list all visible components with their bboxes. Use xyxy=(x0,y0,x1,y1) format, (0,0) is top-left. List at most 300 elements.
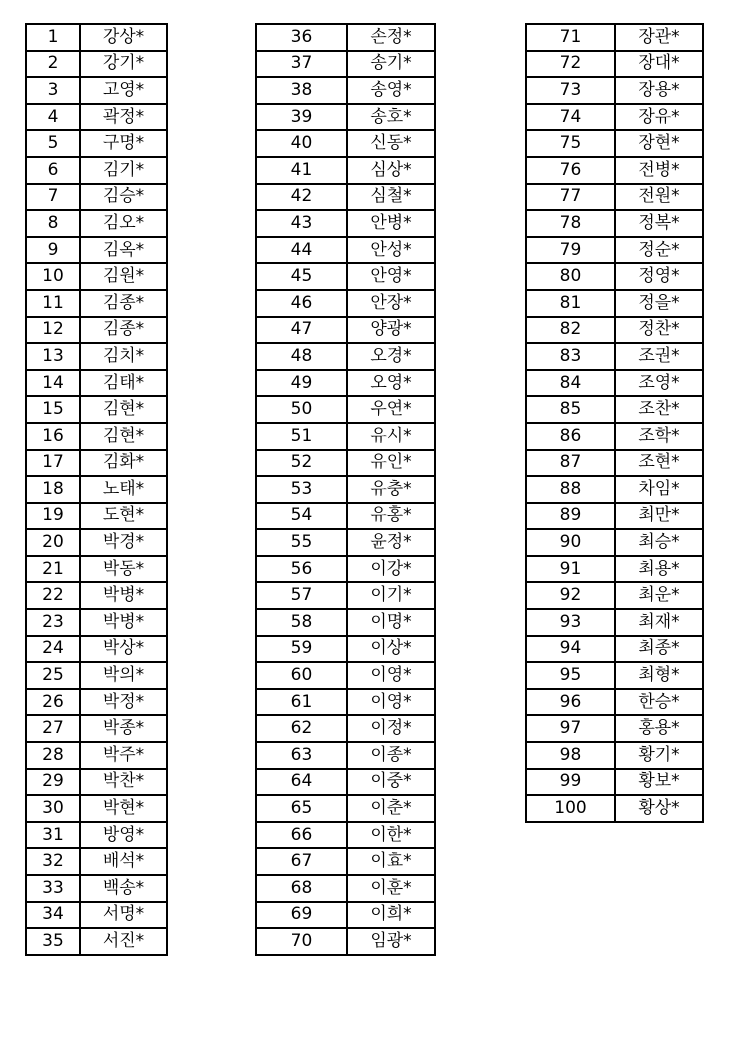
table-row xyxy=(526,396,703,423)
row-number-cell: 39 xyxy=(256,104,347,131)
row-number-cell: 72 xyxy=(526,51,615,78)
name-cell: 이명* xyxy=(347,609,435,636)
row-number-cell: 35 xyxy=(26,928,80,955)
name-cell: 전원* xyxy=(615,184,703,211)
name-cell: 차임* xyxy=(615,476,703,503)
name-cell: 김현* xyxy=(80,423,167,450)
name-cell: 박의* xyxy=(80,662,167,689)
table-row xyxy=(256,290,435,317)
table-row xyxy=(256,609,435,636)
name-cell: 심상* xyxy=(347,157,435,184)
table-row xyxy=(526,662,703,689)
name-cell: 정영* xyxy=(615,263,703,290)
table-row xyxy=(526,237,703,264)
row-number-cell: 22 xyxy=(26,582,80,609)
row-number-cell: 9 xyxy=(26,237,80,264)
row-number-cell: 37 xyxy=(256,51,347,78)
name-cell: 장용* xyxy=(615,77,703,104)
row-number-cell: 25 xyxy=(26,662,80,689)
name-cell: 임광* xyxy=(347,928,435,955)
name-cell: 이영* xyxy=(347,689,435,716)
row-number-cell: 95 xyxy=(526,662,615,689)
name-cell: 강기* xyxy=(80,51,167,78)
name-cell: 구명* xyxy=(80,130,167,157)
table-row xyxy=(256,503,435,530)
name-cell: 노태* xyxy=(80,476,167,503)
table-row xyxy=(26,77,167,104)
table-row xyxy=(526,51,703,78)
row-number-cell: 24 xyxy=(26,636,80,663)
row-number-cell: 44 xyxy=(256,237,347,264)
row-number-cell: 67 xyxy=(256,848,347,875)
table-row xyxy=(526,689,703,716)
row-number-cell: 23 xyxy=(26,609,80,636)
row-number-cell: 30 xyxy=(26,795,80,822)
roster-table-1 xyxy=(25,23,168,956)
table-row xyxy=(26,822,167,849)
name-cell: 황보* xyxy=(615,769,703,796)
name-cell: 이강* xyxy=(347,556,435,583)
name-cell: 이훈* xyxy=(347,875,435,902)
row-number-cell: 52 xyxy=(256,450,347,477)
table-row xyxy=(26,104,167,131)
row-number-cell: 47 xyxy=(256,317,347,344)
table-row xyxy=(526,609,703,636)
row-number-cell: 29 xyxy=(26,769,80,796)
row-number-cell: 85 xyxy=(526,396,615,423)
row-number-cell: 88 xyxy=(526,476,615,503)
row-number-cell: 34 xyxy=(26,902,80,929)
name-cell: 박병* xyxy=(80,609,167,636)
row-number-cell: 97 xyxy=(526,715,615,742)
name-cell: 이중* xyxy=(347,769,435,796)
table-row xyxy=(26,529,167,556)
table-row xyxy=(526,130,703,157)
name-cell: 박동* xyxy=(80,556,167,583)
row-number-cell: 10 xyxy=(26,263,80,290)
name-cell: 심철* xyxy=(347,184,435,211)
table-row xyxy=(526,184,703,211)
table-row xyxy=(256,370,435,397)
table-row xyxy=(26,476,167,503)
row-number-cell: 16 xyxy=(26,423,80,450)
table-row xyxy=(526,795,703,822)
table-row xyxy=(256,476,435,503)
name-cell: 송영* xyxy=(347,77,435,104)
table-row xyxy=(256,51,435,78)
table-row xyxy=(256,636,435,663)
table-row xyxy=(526,317,703,344)
row-number-cell: 32 xyxy=(26,848,80,875)
name-cell: 이정* xyxy=(347,715,435,742)
table-row xyxy=(26,769,167,796)
table-row xyxy=(526,263,703,290)
table-row xyxy=(526,556,703,583)
row-number-cell: 66 xyxy=(256,822,347,849)
row-number-cell: 36 xyxy=(256,24,347,51)
row-number-cell: 7 xyxy=(26,184,80,211)
row-number-cell: 33 xyxy=(26,875,80,902)
name-cell: 최재* xyxy=(615,609,703,636)
name-cell: 최운* xyxy=(615,582,703,609)
row-number-cell: 55 xyxy=(256,529,347,556)
table-row xyxy=(526,529,703,556)
row-number-cell: 96 xyxy=(526,689,615,716)
table-row xyxy=(26,317,167,344)
name-cell: 김승* xyxy=(80,184,167,211)
name-cell: 조영* xyxy=(615,370,703,397)
row-number-cell: 93 xyxy=(526,609,615,636)
row-number-cell: 94 xyxy=(526,636,615,663)
table-row xyxy=(256,875,435,902)
table-row xyxy=(256,24,435,51)
name-cell: 조현* xyxy=(615,450,703,477)
row-number-cell: 84 xyxy=(526,370,615,397)
row-number-cell: 62 xyxy=(256,715,347,742)
name-cell: 박상* xyxy=(80,636,167,663)
row-number-cell: 73 xyxy=(526,77,615,104)
row-number-cell: 80 xyxy=(526,263,615,290)
table-row xyxy=(526,582,703,609)
row-number-cell: 57 xyxy=(256,582,347,609)
table-row xyxy=(256,928,435,955)
row-number-cell: 38 xyxy=(256,77,347,104)
table-row xyxy=(26,263,167,290)
row-number-cell: 19 xyxy=(26,503,80,530)
table-row xyxy=(26,715,167,742)
table-row xyxy=(26,795,167,822)
name-cell: 이효* xyxy=(347,848,435,875)
row-number-cell: 41 xyxy=(256,157,347,184)
row-number-cell: 59 xyxy=(256,636,347,663)
name-cell: 조권* xyxy=(615,343,703,370)
row-number-cell: 79 xyxy=(526,237,615,264)
table-row xyxy=(256,104,435,131)
name-cell: 황상* xyxy=(615,795,703,822)
name-cell: 김종* xyxy=(80,290,167,317)
table-row xyxy=(256,715,435,742)
name-cell: 고영* xyxy=(80,77,167,104)
name-cell: 이한* xyxy=(347,822,435,849)
roster-table-3 xyxy=(525,23,704,823)
table-row xyxy=(26,157,167,184)
name-cell: 서명* xyxy=(80,902,167,929)
row-number-cell: 49 xyxy=(256,370,347,397)
table-row xyxy=(256,263,435,290)
row-number-cell: 81 xyxy=(526,290,615,317)
name-cell: 박정* xyxy=(80,689,167,716)
row-number-cell: 78 xyxy=(526,210,615,237)
name-cell: 유충* xyxy=(347,476,435,503)
table-row xyxy=(256,77,435,104)
table-row xyxy=(256,130,435,157)
name-cell: 도현* xyxy=(80,503,167,530)
table-row xyxy=(526,157,703,184)
name-cell: 장대* xyxy=(615,51,703,78)
row-number-cell: 54 xyxy=(256,503,347,530)
row-number-cell: 13 xyxy=(26,343,80,370)
row-number-cell: 20 xyxy=(26,529,80,556)
row-number-cell: 40 xyxy=(256,130,347,157)
row-number-cell: 27 xyxy=(26,715,80,742)
table-row xyxy=(526,503,703,530)
name-cell: 김기* xyxy=(80,157,167,184)
name-cell: 장유* xyxy=(615,104,703,131)
row-number-cell: 45 xyxy=(256,263,347,290)
name-cell: 이종* xyxy=(347,742,435,769)
name-cell: 최용* xyxy=(615,556,703,583)
name-cell: 조찬* xyxy=(615,396,703,423)
row-number-cell: 98 xyxy=(526,742,615,769)
name-cell: 유인* xyxy=(347,450,435,477)
name-cell: 장현* xyxy=(615,130,703,157)
name-cell: 최종* xyxy=(615,636,703,663)
table-row xyxy=(256,662,435,689)
name-cell: 최만* xyxy=(615,503,703,530)
name-cell: 박병* xyxy=(80,582,167,609)
table-row xyxy=(26,450,167,477)
table-row xyxy=(526,742,703,769)
table-row xyxy=(26,582,167,609)
table-row xyxy=(526,290,703,317)
table-row xyxy=(256,902,435,929)
row-number-cell: 69 xyxy=(256,902,347,929)
name-cell: 조학* xyxy=(615,423,703,450)
table-row xyxy=(526,476,703,503)
row-number-cell: 77 xyxy=(526,184,615,211)
name-cell: 김오* xyxy=(80,210,167,237)
row-number-cell: 74 xyxy=(526,104,615,131)
name-cell: 양광* xyxy=(347,317,435,344)
row-number-cell: 99 xyxy=(526,769,615,796)
table-row xyxy=(256,184,435,211)
row-number-cell: 92 xyxy=(526,582,615,609)
row-number-cell: 86 xyxy=(526,423,615,450)
table-row xyxy=(26,848,167,875)
name-cell: 전병* xyxy=(615,157,703,184)
name-cell: 김옥* xyxy=(80,237,167,264)
row-number-cell: 100 xyxy=(526,795,615,822)
name-cell: 손정* xyxy=(347,24,435,51)
row-number-cell: 46 xyxy=(256,290,347,317)
row-number-cell: 65 xyxy=(256,795,347,822)
name-cell: 곽정* xyxy=(80,104,167,131)
name-cell: 우연* xyxy=(347,396,435,423)
table-row xyxy=(26,290,167,317)
table-row xyxy=(26,689,167,716)
name-cell: 이영* xyxy=(347,662,435,689)
name-cell: 오영* xyxy=(347,370,435,397)
table-row xyxy=(256,822,435,849)
row-number-cell: 18 xyxy=(26,476,80,503)
name-cell: 안영* xyxy=(347,263,435,290)
name-cell: 강상* xyxy=(80,24,167,51)
name-cell: 송기* xyxy=(347,51,435,78)
table-row xyxy=(256,582,435,609)
row-number-cell: 63 xyxy=(256,742,347,769)
table-row xyxy=(526,370,703,397)
table-row xyxy=(526,210,703,237)
name-cell: 신동* xyxy=(347,130,435,157)
row-number-cell: 83 xyxy=(526,343,615,370)
table-row xyxy=(26,902,167,929)
name-cell: 최승* xyxy=(615,529,703,556)
row-number-cell: 82 xyxy=(526,317,615,344)
table-row xyxy=(256,317,435,344)
row-number-cell: 21 xyxy=(26,556,80,583)
row-number-cell: 12 xyxy=(26,317,80,344)
table-row xyxy=(526,715,703,742)
table-row xyxy=(26,24,167,51)
name-cell: 방영* xyxy=(80,822,167,849)
row-number-cell: 61 xyxy=(256,689,347,716)
table-row xyxy=(26,928,167,955)
table-row xyxy=(26,556,167,583)
row-number-cell: 26 xyxy=(26,689,80,716)
roster-table-2 xyxy=(255,23,436,956)
name-cell: 최형* xyxy=(615,662,703,689)
row-number-cell: 31 xyxy=(26,822,80,849)
name-cell: 서진* xyxy=(80,928,167,955)
name-cell: 안병* xyxy=(347,210,435,237)
name-cell: 정찬* xyxy=(615,317,703,344)
name-cell: 박찬* xyxy=(80,769,167,796)
table-row xyxy=(26,51,167,78)
name-cell: 장관* xyxy=(615,24,703,51)
name-cell: 한승* xyxy=(615,689,703,716)
name-cell: 김태* xyxy=(80,370,167,397)
table-row xyxy=(256,742,435,769)
name-cell: 김현* xyxy=(80,396,167,423)
table-row xyxy=(256,450,435,477)
row-number-cell: 2 xyxy=(26,51,80,78)
row-number-cell: 3 xyxy=(26,77,80,104)
row-number-cell: 75 xyxy=(526,130,615,157)
table-row xyxy=(26,343,167,370)
name-cell: 안성* xyxy=(347,237,435,264)
row-number-cell: 42 xyxy=(256,184,347,211)
table-row xyxy=(26,130,167,157)
table-row xyxy=(256,795,435,822)
table-row xyxy=(526,450,703,477)
table-row xyxy=(256,848,435,875)
row-number-cell: 50 xyxy=(256,396,347,423)
name-cell: 유시* xyxy=(347,423,435,450)
name-cell: 오경* xyxy=(347,343,435,370)
table-row xyxy=(256,210,435,237)
table-row xyxy=(26,396,167,423)
name-cell: 안장* xyxy=(347,290,435,317)
name-cell: 정을* xyxy=(615,290,703,317)
row-number-cell: 68 xyxy=(256,875,347,902)
row-number-cell: 76 xyxy=(526,157,615,184)
table-row xyxy=(26,875,167,902)
name-cell: 박주* xyxy=(80,742,167,769)
name-cell: 김종* xyxy=(80,317,167,344)
table-row xyxy=(526,104,703,131)
row-number-cell: 48 xyxy=(256,343,347,370)
name-cell: 백송* xyxy=(80,875,167,902)
row-number-cell: 87 xyxy=(526,450,615,477)
row-number-cell: 43 xyxy=(256,210,347,237)
row-number-cell: 4 xyxy=(26,104,80,131)
row-number-cell: 14 xyxy=(26,370,80,397)
table-row xyxy=(26,609,167,636)
name-cell: 김화* xyxy=(80,450,167,477)
name-cell: 홍용* xyxy=(615,715,703,742)
name-cell: 배석* xyxy=(80,848,167,875)
name-cell: 이기* xyxy=(347,582,435,609)
table-row xyxy=(26,237,167,264)
name-cell: 김원* xyxy=(80,263,167,290)
row-number-cell: 28 xyxy=(26,742,80,769)
table-row xyxy=(26,184,167,211)
row-number-cell: 1 xyxy=(26,24,80,51)
table-row xyxy=(256,529,435,556)
table-row xyxy=(26,503,167,530)
name-cell: 송호* xyxy=(347,104,435,131)
row-number-cell: 51 xyxy=(256,423,347,450)
table-row xyxy=(256,157,435,184)
row-number-cell: 5 xyxy=(26,130,80,157)
table-row xyxy=(26,662,167,689)
name-cell: 이춘* xyxy=(347,795,435,822)
table-row xyxy=(526,423,703,450)
row-number-cell: 70 xyxy=(256,928,347,955)
table-row xyxy=(26,370,167,397)
table-row xyxy=(526,24,703,51)
row-number-cell: 15 xyxy=(26,396,80,423)
row-number-cell: 53 xyxy=(256,476,347,503)
table-row xyxy=(256,769,435,796)
table-row xyxy=(256,689,435,716)
row-number-cell: 56 xyxy=(256,556,347,583)
row-number-cell: 90 xyxy=(526,529,615,556)
name-cell: 윤정* xyxy=(347,529,435,556)
table-row xyxy=(256,237,435,264)
row-number-cell: 58 xyxy=(256,609,347,636)
table-row xyxy=(526,636,703,663)
table-row xyxy=(526,769,703,796)
table-row xyxy=(256,396,435,423)
name-cell: 정순* xyxy=(615,237,703,264)
row-number-cell: 91 xyxy=(526,556,615,583)
name-cell: 박경* xyxy=(80,529,167,556)
table-row xyxy=(526,343,703,370)
table-row xyxy=(256,423,435,450)
table-row xyxy=(26,742,167,769)
table-row xyxy=(26,423,167,450)
table-row xyxy=(256,556,435,583)
row-number-cell: 64 xyxy=(256,769,347,796)
table-row xyxy=(26,636,167,663)
row-number-cell: 11 xyxy=(26,290,80,317)
name-cell: 이희* xyxy=(347,902,435,929)
row-number-cell: 71 xyxy=(526,24,615,51)
name-cell: 박종* xyxy=(80,715,167,742)
row-number-cell: 17 xyxy=(26,450,80,477)
row-number-cell: 60 xyxy=(256,662,347,689)
row-number-cell: 6 xyxy=(26,157,80,184)
table-row xyxy=(256,343,435,370)
name-cell: 김치* xyxy=(80,343,167,370)
name-cell: 정복* xyxy=(615,210,703,237)
table-row xyxy=(526,77,703,104)
row-number-cell: 8 xyxy=(26,210,80,237)
table-row xyxy=(26,210,167,237)
name-cell: 황기* xyxy=(615,742,703,769)
row-number-cell: 89 xyxy=(526,503,615,530)
